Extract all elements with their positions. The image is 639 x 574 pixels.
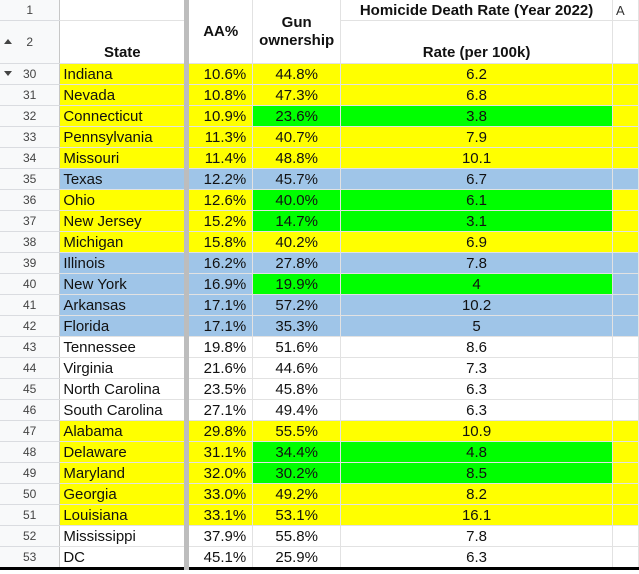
row-number[interactable]: 47 bbox=[0, 421, 60, 442]
table-row bbox=[0, 127, 639, 148]
rate-cell[interactable]: 8.5 bbox=[341, 463, 613, 484]
overflow-cell[interactable] bbox=[613, 148, 639, 169]
state-cell[interactable]: Mississippi bbox=[60, 526, 187, 547]
row-number[interactable]: 37 bbox=[0, 211, 60, 232]
aa-cell[interactable]: 11.3% bbox=[187, 127, 253, 148]
state-cell[interactable]: Indiana bbox=[60, 64, 187, 85]
table-row bbox=[0, 379, 639, 400]
aa-cell[interactable]: 17.1% bbox=[187, 316, 253, 337]
aa-cell[interactable]: 23.5% bbox=[187, 379, 253, 400]
rate-cell[interactable]: 10.1 bbox=[341, 148, 613, 169]
overflow-cell[interactable] bbox=[613, 190, 639, 211]
gun-ownership-cell[interactable]: 25.9% bbox=[253, 547, 341, 569]
gun-ownership-cell[interactable]: 51.6% bbox=[253, 337, 341, 358]
state-cell[interactable]: Louisiana bbox=[60, 505, 187, 526]
row-number[interactable]: 40 bbox=[0, 274, 60, 295]
gun-ownership-cell[interactable]: 45.8% bbox=[253, 379, 341, 400]
state-cell[interactable]: Florida bbox=[60, 316, 187, 337]
state-cell[interactable]: Missouri bbox=[60, 148, 187, 169]
table-row bbox=[0, 526, 639, 547]
rate-cell[interactable]: 10.9 bbox=[341, 421, 613, 442]
overflow-cell[interactable] bbox=[613, 253, 639, 274]
table-row bbox=[0, 421, 639, 442]
rate-cell[interactable]: 6.9 bbox=[341, 232, 613, 253]
state-header[interactable]: State bbox=[60, 21, 187, 64]
gun-ownership-cell[interactable]: 27.8% bbox=[253, 253, 341, 274]
row-number[interactable]: 41 bbox=[0, 295, 60, 316]
rate-cell[interactable]: 3.1 bbox=[341, 211, 613, 232]
aa-cell[interactable]: 17.1% bbox=[187, 295, 253, 316]
rate-cell[interactable]: 8.2 bbox=[341, 484, 613, 505]
rate-cell[interactable]: 16.1 bbox=[341, 505, 613, 526]
overflow-cell[interactable] bbox=[613, 379, 639, 400]
table-row bbox=[0, 253, 639, 274]
rate-cell[interactable]: 7.8 bbox=[341, 253, 613, 274]
state-cell[interactable]: Tennessee bbox=[60, 337, 187, 358]
table-row bbox=[0, 169, 639, 190]
gun-ownership-cell[interactable]: 48.8% bbox=[253, 148, 341, 169]
aa-cell[interactable]: 16.2% bbox=[187, 253, 253, 274]
rate-cell[interactable]: 7.3 bbox=[341, 358, 613, 379]
gun-ownership-cell[interactable]: 40.2% bbox=[253, 232, 341, 253]
gun-ownership-cell[interactable]: 40.7% bbox=[253, 127, 341, 148]
state-cell[interactable]: Maryland bbox=[60, 463, 187, 484]
rate-cell[interactable]: 6.2 bbox=[341, 64, 613, 85]
state-cell[interactable]: Nevada bbox=[60, 85, 187, 106]
state-cell[interactable]: New York bbox=[60, 274, 187, 295]
cell-aa-header[interactable] bbox=[187, 0, 253, 64]
aa-cell[interactable]: 37.9% bbox=[187, 526, 253, 547]
overflow-cell[interactable] bbox=[613, 442, 639, 463]
rate-cell[interactable]: 6.7 bbox=[341, 169, 613, 190]
table-row bbox=[0, 295, 639, 316]
rate-cell[interactable]: 6.3 bbox=[341, 400, 613, 421]
overflow-cell[interactable] bbox=[613, 169, 639, 190]
aa-cell[interactable]: 19.8% bbox=[187, 337, 253, 358]
sort-up-icon[interactable] bbox=[4, 39, 12, 44]
table-row bbox=[0, 547, 639, 569]
row-number-1[interactable]: 1 bbox=[0, 0, 60, 21]
rate-cell[interactable]: 7.8 bbox=[341, 526, 613, 547]
row-number[interactable]: 46 bbox=[0, 400, 60, 421]
overflow-cell[interactable] bbox=[613, 295, 639, 316]
table-row bbox=[0, 463, 639, 484]
table-row bbox=[0, 85, 639, 106]
row-number[interactable]: 36 bbox=[0, 190, 60, 211]
aa-cell[interactable]: 11.4% bbox=[187, 148, 253, 169]
aa-cell[interactable]: 27.1% bbox=[187, 400, 253, 421]
gun-ownership-cell[interactable]: 53.1% bbox=[253, 505, 341, 526]
gun-ownership-cell[interactable]: 23.6% bbox=[253, 106, 341, 127]
row-number[interactable]: 51 bbox=[0, 505, 60, 526]
state-cell[interactable]: North Carolina bbox=[60, 379, 187, 400]
row-number-2[interactable]: 2 bbox=[0, 21, 60, 64]
state-cell[interactable]: South Carolina bbox=[60, 400, 187, 421]
aa-cell[interactable]: 33.0% bbox=[187, 484, 253, 505]
gun-ownership-cell[interactable]: 19.9% bbox=[253, 274, 341, 295]
row-number[interactable]: 52 bbox=[0, 526, 60, 547]
cell-gun-header[interactable] bbox=[253, 0, 341, 64]
row-number[interactable]: 45 bbox=[0, 379, 60, 400]
table-row bbox=[0, 400, 639, 421]
row-number[interactable]: 38 bbox=[0, 232, 60, 253]
gun-ownership-cell[interactable]: 14.7% bbox=[253, 211, 341, 232]
table-row bbox=[0, 274, 639, 295]
gun-ownership-cell[interactable]: 40.0% bbox=[253, 190, 341, 211]
cell-f2[interactable] bbox=[613, 21, 639, 64]
homicide-title-header[interactable]: Homicide Death Rate (Year 2022) bbox=[341, 0, 613, 21]
overflow-cell[interactable] bbox=[613, 337, 639, 358]
overflow-cell[interactable] bbox=[613, 85, 639, 106]
aa-cell[interactable]: 15.2% bbox=[187, 211, 253, 232]
rate-cell[interactable]: 8.6 bbox=[341, 337, 613, 358]
gun-ownership-cell[interactable]: 55.5% bbox=[253, 421, 341, 442]
gun-ownership-cell[interactable]: 35.3% bbox=[253, 316, 341, 337]
state-cell[interactable]: Connecticut bbox=[60, 106, 187, 127]
state-cell[interactable]: Michigan bbox=[60, 232, 187, 253]
overflow-cell[interactable] bbox=[613, 400, 639, 421]
state-cell[interactable]: Arkansas bbox=[60, 295, 187, 316]
table-row bbox=[0, 358, 639, 379]
state-cell[interactable]: Ohio bbox=[60, 190, 187, 211]
table-row bbox=[0, 505, 639, 526]
rate-cell[interactable]: 6.3 bbox=[341, 379, 613, 400]
cell-b1[interactable] bbox=[60, 0, 187, 21]
overflow-cell[interactable] bbox=[613, 463, 639, 484]
table-row bbox=[0, 64, 639, 85]
rate-cell[interactable]: 3.8 bbox=[341, 106, 613, 127]
row-number[interactable]: 35 bbox=[0, 169, 60, 190]
table-row bbox=[0, 211, 639, 232]
overflow-cell[interactable] bbox=[613, 64, 639, 85]
state-cell[interactable]: Texas bbox=[60, 169, 187, 190]
gun-ownership-cell[interactable]: 30.2% bbox=[253, 463, 341, 484]
aa-cell[interactable]: 33.1% bbox=[187, 505, 253, 526]
aa-cell[interactable]: 31.1% bbox=[187, 442, 253, 463]
row-number[interactable]: 48 bbox=[0, 442, 60, 463]
overflow-cell[interactable] bbox=[613, 505, 639, 526]
rate-cell[interactable]: 5 bbox=[341, 316, 613, 337]
aa-header: AA% bbox=[203, 23, 239, 40]
overflow-cell[interactable] bbox=[613, 211, 639, 232]
overflow-cell[interactable] bbox=[613, 547, 639, 569]
state-cell[interactable]: Georgia bbox=[60, 484, 187, 505]
row-number[interactable]: 50 bbox=[0, 484, 60, 505]
table-row bbox=[0, 148, 639, 169]
gun-ownership-cell[interactable]: 47.3% bbox=[253, 85, 341, 106]
gun-ownership-cell[interactable]: 49.2% bbox=[253, 484, 341, 505]
rate-cell[interactable]: 6.3 bbox=[341, 547, 613, 569]
aa-cell[interactable]: 45.1% bbox=[187, 547, 253, 569]
state-cell[interactable]: Alabama bbox=[60, 421, 187, 442]
rate-cell[interactable]: 4 bbox=[341, 274, 613, 295]
aa-cell[interactable]: 12.6% bbox=[187, 190, 253, 211]
row-number[interactable]: 33 bbox=[0, 127, 60, 148]
overflow-cell[interactable] bbox=[613, 484, 639, 505]
table-row bbox=[0, 316, 639, 337]
row-number[interactable]: 39 bbox=[0, 253, 60, 274]
aa-cell[interactable]: 16.9% bbox=[187, 274, 253, 295]
aa-cell[interactable]: 15.8% bbox=[187, 232, 253, 253]
overflow-cell[interactable] bbox=[613, 127, 639, 148]
row-number[interactable]: 44 bbox=[0, 358, 60, 379]
rate-cell[interactable]: 6.1 bbox=[341, 190, 613, 211]
overflow-cell[interactable] bbox=[613, 358, 639, 379]
gun-ownership-cell[interactable]: 44.8% bbox=[253, 64, 341, 85]
row-number[interactable]: 53 bbox=[0, 547, 60, 569]
overflow-cell[interactable] bbox=[613, 232, 639, 253]
row-number[interactable]: 42 bbox=[0, 316, 60, 337]
rate-cell[interactable]: 4.8 bbox=[341, 442, 613, 463]
table-row bbox=[0, 484, 639, 505]
state-cell[interactable]: DC bbox=[60, 547, 187, 569]
state-cell[interactable]: New Jersey bbox=[60, 211, 187, 232]
aa-cell[interactable]: 32.0% bbox=[187, 463, 253, 484]
overflow-cell[interactable] bbox=[613, 421, 639, 442]
aa-cell[interactable]: 21.6% bbox=[187, 358, 253, 379]
table-row bbox=[0, 106, 639, 127]
aa-cell[interactable]: 10.9% bbox=[187, 106, 253, 127]
rate-cell[interactable]: 10.2 bbox=[341, 295, 613, 316]
aa-cell[interactable]: 10.6% bbox=[187, 64, 253, 85]
rate-label-header[interactable]: Rate (per 100k) bbox=[341, 21, 613, 64]
gun-ownership-cell[interactable]: 57.2% bbox=[253, 295, 341, 316]
gun-ownership-header: Gun ownership bbox=[259, 13, 335, 49]
gun-ownership-cell[interactable]: 55.8% bbox=[253, 526, 341, 547]
state-cell[interactable]: Pennsylvania bbox=[60, 127, 187, 148]
row-number[interactable]: 30 bbox=[0, 64, 60, 85]
gun-ownership-cell[interactable]: 49.4% bbox=[253, 400, 341, 421]
state-cell[interactable]: Virginia bbox=[60, 358, 187, 379]
row-number[interactable]: 32 bbox=[0, 106, 60, 127]
state-cell[interactable]: Delaware bbox=[60, 442, 187, 463]
aa-cell[interactable]: 10.8% bbox=[187, 85, 253, 106]
rate-cell[interactable]: 6.8 bbox=[341, 85, 613, 106]
rate-cell[interactable]: 7.9 bbox=[341, 127, 613, 148]
row-number[interactable]: 34 bbox=[0, 148, 60, 169]
gun-ownership-cell[interactable]: 44.6% bbox=[253, 358, 341, 379]
overflow-cell[interactable] bbox=[613, 316, 639, 337]
overflow-cell[interactable] bbox=[613, 106, 639, 127]
sort-down-icon[interactable] bbox=[4, 71, 12, 76]
sheet-row-1 bbox=[0, 0, 639, 21]
table-row bbox=[0, 190, 639, 211]
table-row bbox=[0, 337, 639, 358]
row-number[interactable]: 49 bbox=[0, 463, 60, 484]
gun-ownership-cell[interactable]: 34.4% bbox=[253, 442, 341, 463]
gun-ownership-cell[interactable]: 45.7% bbox=[253, 169, 341, 190]
aa-cell[interactable]: 12.2% bbox=[187, 169, 253, 190]
state-cell[interactable]: Illinois bbox=[60, 253, 187, 274]
overflow-cell[interactable] bbox=[613, 526, 639, 547]
row-number[interactable]: 43 bbox=[0, 337, 60, 358]
table-row bbox=[0, 232, 639, 253]
row-number[interactable]: 31 bbox=[0, 85, 60, 106]
overflow-cell[interactable] bbox=[613, 274, 639, 295]
aa-cell[interactable]: 29.8% bbox=[187, 421, 253, 442]
table-row bbox=[0, 442, 639, 463]
overflow-column-stub[interactable]: A bbox=[613, 0, 639, 21]
